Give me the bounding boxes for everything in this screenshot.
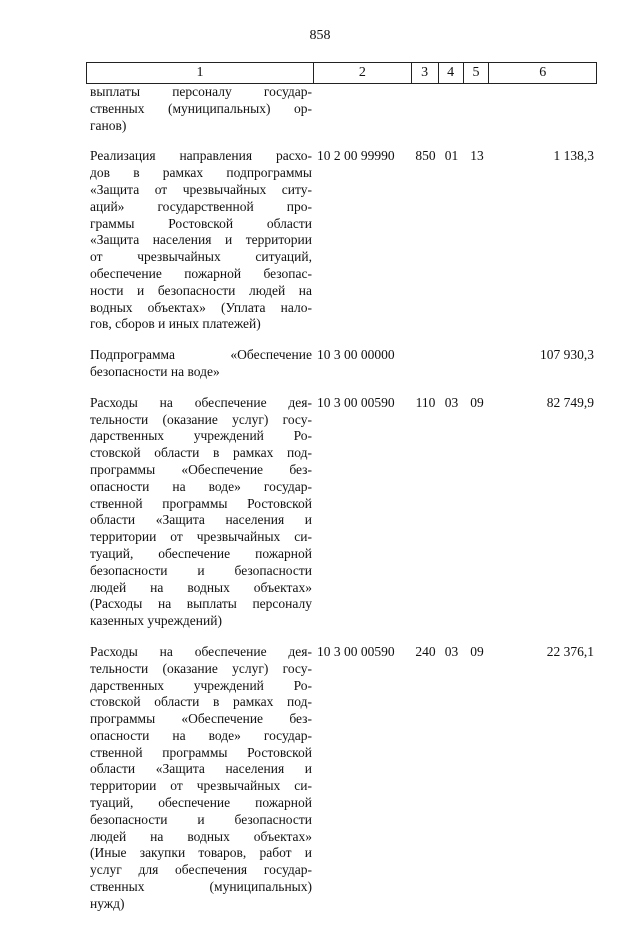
description-line: «Защита населения и территории xyxy=(90,232,312,248)
description-line: нужд) xyxy=(90,895,125,911)
amount-value: 1 138,3 xyxy=(553,148,594,164)
description-line: тельности (оказание услуг) госу- xyxy=(90,660,312,676)
target-article-code: 10 3 00 00590 xyxy=(317,394,395,410)
description-line: опасности на воде» государ- xyxy=(90,478,312,494)
column-header-4: 4 xyxy=(439,63,464,83)
description-line: «Защита от чрезвычайных ситу- xyxy=(90,181,312,197)
description-line: услуг для обеспечения государ- xyxy=(90,862,312,878)
table-row xyxy=(86,644,597,913)
description-line: области «Защита населения и xyxy=(90,761,312,777)
description-line: ственной программы Ростовской xyxy=(90,744,312,760)
description-line: дарственных учреждений Ро- xyxy=(90,677,312,693)
description-line: безопасности и безопасности xyxy=(90,811,312,827)
table-header xyxy=(86,62,597,84)
description-line: программы «Обеспечение без- xyxy=(90,461,312,477)
description-line: Расходы на обеспечение дея- xyxy=(90,394,312,410)
row-description xyxy=(86,347,314,381)
description-line: водных объектах» (Уплата нало- xyxy=(90,299,312,315)
amount-value: 82 749,9 xyxy=(546,394,594,410)
row-description xyxy=(86,395,314,630)
description-line: ственной программы Ростовской xyxy=(90,495,312,511)
column-header-3: 3 xyxy=(412,63,439,83)
description-line: от чрезвычайных ситуаций, xyxy=(90,249,312,265)
description-line: опасности на воде» государ- xyxy=(90,727,312,743)
description-line: туаций, обеспечение пожарной xyxy=(90,795,312,811)
section-code: 03 xyxy=(444,394,459,410)
description-line: области «Защита населения и xyxy=(90,512,312,528)
expense-type-code: 240 xyxy=(415,643,436,659)
row-description xyxy=(86,148,314,333)
table-row xyxy=(86,84,597,134)
description-line: граммы Ростовской области xyxy=(90,215,312,231)
expense-type-code: 850 xyxy=(415,148,436,164)
description-line: гов, сборов и иных платежей) xyxy=(90,316,261,332)
column-header-6: 6 xyxy=(539,65,547,80)
page-number: 858 xyxy=(309,28,331,43)
description-line: людей на водных объектах» xyxy=(90,828,312,844)
description-line: дов в рамках подпрограммы xyxy=(90,165,312,181)
description-line: ственных (муниципальных) xyxy=(90,879,312,895)
section-code: 03 xyxy=(444,643,459,659)
description-line: Подпрограмма «Обеспечение xyxy=(90,347,312,363)
description-line: туаций, обеспечение пожарной xyxy=(90,545,312,561)
description-line: людей на водных объектах» xyxy=(90,579,312,595)
column-header-1: 1 xyxy=(87,63,314,83)
table-body xyxy=(86,84,597,927)
subsection-code: 13 xyxy=(470,148,484,164)
table-row xyxy=(86,148,597,333)
subsection-code: 09 xyxy=(470,643,484,659)
description-line: дарственных учреждений Ро- xyxy=(90,428,312,444)
description-line: территории от чрезвычайных си- xyxy=(90,529,312,545)
description-line: аций» государственной про- xyxy=(90,198,312,214)
subsection-code: 09 xyxy=(470,394,484,410)
row-description xyxy=(86,644,314,913)
description-line: безопасности и безопасности xyxy=(90,562,312,578)
description-line: выплаты персоналу государ- xyxy=(90,84,312,99)
description-line: территории от чрезвычайных си- xyxy=(90,778,312,794)
description-line: стовской области в рамках под- xyxy=(90,694,312,710)
description-line: стовской области в рамках под- xyxy=(90,445,312,461)
description-line: (Расходы на выплаты персоналу xyxy=(90,596,312,612)
description-line: Расходы на обеспечение дея- xyxy=(90,643,312,659)
table-row xyxy=(86,395,597,630)
column-header-5: 5 xyxy=(464,63,490,83)
description-line: тельности (оказание услуг) госу- xyxy=(90,411,312,427)
target-article-code: 10 3 00 00590 xyxy=(317,643,395,659)
section-code: 01 xyxy=(444,148,459,164)
amount-value: 22 376,1 xyxy=(546,643,594,659)
description-line: (Иные закупки товаров, работ и xyxy=(90,845,312,861)
description-line: программы «Обеспечение без- xyxy=(90,711,312,727)
description-line: безопасности на воде» xyxy=(90,363,220,379)
description-line: казенных учреждений) xyxy=(90,613,222,629)
description-line: Реализация направления расхо- xyxy=(90,148,312,164)
row-description xyxy=(86,84,314,134)
description-line: ственных (муниципальных) ор- xyxy=(90,100,312,116)
table-row xyxy=(86,347,597,381)
target-article-code: 10 3 00 00000 xyxy=(317,347,395,363)
description-line: обеспечение пожарной безопас- xyxy=(90,265,312,281)
amount-value: 107 930,3 xyxy=(540,347,594,363)
expense-type-code: 110 xyxy=(415,394,436,410)
target-article-code: 10 2 00 99990 xyxy=(317,148,395,164)
column-header-2: 2 xyxy=(314,63,412,83)
description-line: ганов) xyxy=(90,117,127,133)
description-line: ности и безопасности людей на xyxy=(90,282,312,298)
